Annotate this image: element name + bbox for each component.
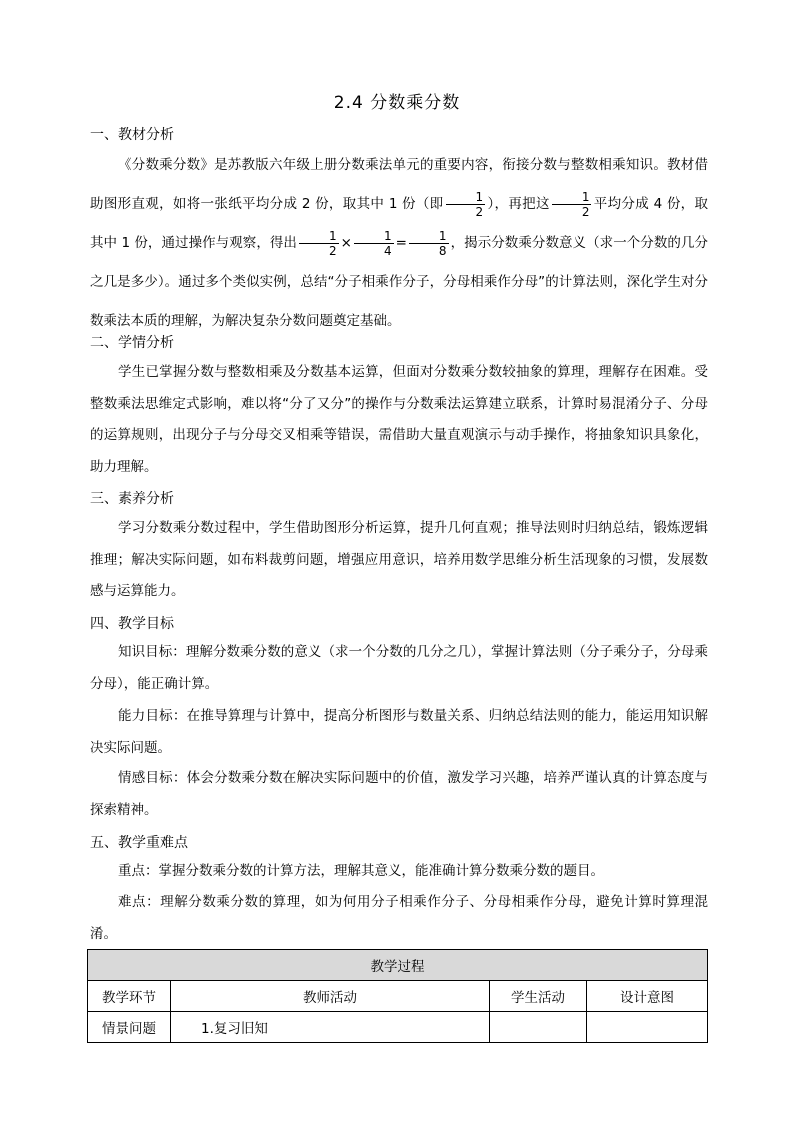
fraction-numerator: 1 bbox=[552, 190, 592, 205]
paragraph-text: ，揭示分数乘分数意义（求一个分数的几分之几是多少）。通过多个类似实例，总结“分子相乘作分子，分母相乘作分母”的计算法则，深化学生对分数乘法本质的理解，为解决复杂分数问题奠定基础。 bbox=[90, 235, 709, 329]
table-cell bbox=[587, 1012, 708, 1043]
table-cell: 1.复习旧知 bbox=[171, 1012, 490, 1043]
section-paragraph-3: 学习分数乘分数过程中，学生借助图形分析运算，提升几何直观；推导法则时归纳总结，锻炼逻辑推理；解决实际问题，如布料裁剪问题，增强应用意识，培养用数学思维分析生活现象的习惯，发展数感与运算能力。 bbox=[90, 520, 708, 599]
section-heading-3: 三、素养分析 bbox=[90, 491, 174, 507]
objective-knowledge: 知识目标：理解分数乘分数的意义（求一个分数的几分之几），掌握计算法则（分子乘分子，分母乘分母），能正确计算。 bbox=[90, 644, 708, 692]
teaching-process-table bbox=[87, 949, 708, 1043]
section-heading-4: 四、教学目标 bbox=[90, 616, 174, 632]
table-title-cell: 教学过程 bbox=[88, 950, 708, 981]
table-cell: 情景问题 bbox=[88, 1012, 171, 1043]
section-heading-1: 一、教材分析 bbox=[90, 127, 174, 143]
table-row bbox=[88, 1012, 708, 1043]
fraction-numerator: 1 bbox=[354, 229, 394, 244]
col-header-intent: 设计意图 bbox=[587, 981, 708, 1012]
fraction-a bbox=[299, 229, 339, 258]
fraction-denominator: 2 bbox=[581, 204, 590, 219]
equals-sign: = bbox=[395, 235, 407, 251]
fraction-denominator: 4 bbox=[383, 243, 392, 258]
fraction-c bbox=[409, 229, 449, 258]
table-column-row bbox=[88, 981, 708, 1012]
fraction-one-half bbox=[446, 190, 486, 219]
table-header-row bbox=[88, 950, 708, 981]
key-point: 重点：掌握分数乘分数的计算方法，理解其意义，能准确计算分数乘分数的题目。 bbox=[118, 863, 604, 879]
paragraph-text: 平均分成 4 份，取其中 1 份，通过操作与观察，得出 bbox=[90, 196, 709, 251]
times-sign: × bbox=[340, 235, 352, 251]
col-header-student: 学生活动 bbox=[490, 981, 587, 1012]
col-header-teacher: 教师活动 bbox=[171, 981, 490, 1012]
fraction-numerator: 1 bbox=[299, 229, 339, 244]
objective-emotion: 情感目标：体会分数乘分数在解决实际问题中的价值，激发学习兴趣，培养严谨认真的计算态度与探索精神。 bbox=[90, 770, 708, 818]
table-cell bbox=[490, 1012, 587, 1043]
fraction-denominator: 8 bbox=[438, 243, 447, 258]
fraction-denominator: 2 bbox=[475, 204, 484, 219]
page-title: 2.4 分数乘分数 bbox=[333, 93, 461, 113]
fraction-one-half bbox=[552, 190, 592, 219]
paragraph-text: ），再把这 bbox=[487, 196, 550, 212]
fraction-numerator: 1 bbox=[446, 190, 486, 205]
objective-ability: 能力目标：在推导算理与计算中，提高分析图形与数量关系、归纳总结法则的能力，能运用知识解决实际问题。 bbox=[90, 708, 708, 756]
fraction-denominator: 2 bbox=[329, 243, 337, 258]
section-paragraph-2: 学生已掌握分数与整数相乘及分数基本运算，但面对分数乘分数较抽象的算理，理解存在困难。受整数乘法思维定式影响，难以将“分了又分”的操作与分数乘法运算建立联系，计算时易混淆分子、分母的运算规则，出现分子与分母交叉相乘等错误，需借助大量直观演示与动手操作，将抽象知识具象化，助力理解。 bbox=[90, 364, 708, 475]
paragraph-text: 《分数乘分数》是苏教版六年级上册分数乘法单元的重要内容，衔接分数与整数相乘知识。教材借助图形直观，如将一张纸平均分成 2 份，取其中 1 份（即 bbox=[90, 157, 708, 212]
col-header-stage: 教学环节 bbox=[88, 981, 171, 1012]
section-heading-5: 五、教学重难点 bbox=[90, 835, 188, 851]
fraction-b bbox=[354, 229, 394, 258]
fraction-numerator: 1 bbox=[409, 229, 449, 244]
difficult-point: 难点：理解分数乘分数的算理，如为何用分子相乘作分子、分母相乘作分母，避免计算时算理混淆。 bbox=[90, 894, 708, 942]
section-paragraph-1 bbox=[90, 146, 708, 341]
section-heading-2: 二、学情分析 bbox=[90, 335, 174, 351]
